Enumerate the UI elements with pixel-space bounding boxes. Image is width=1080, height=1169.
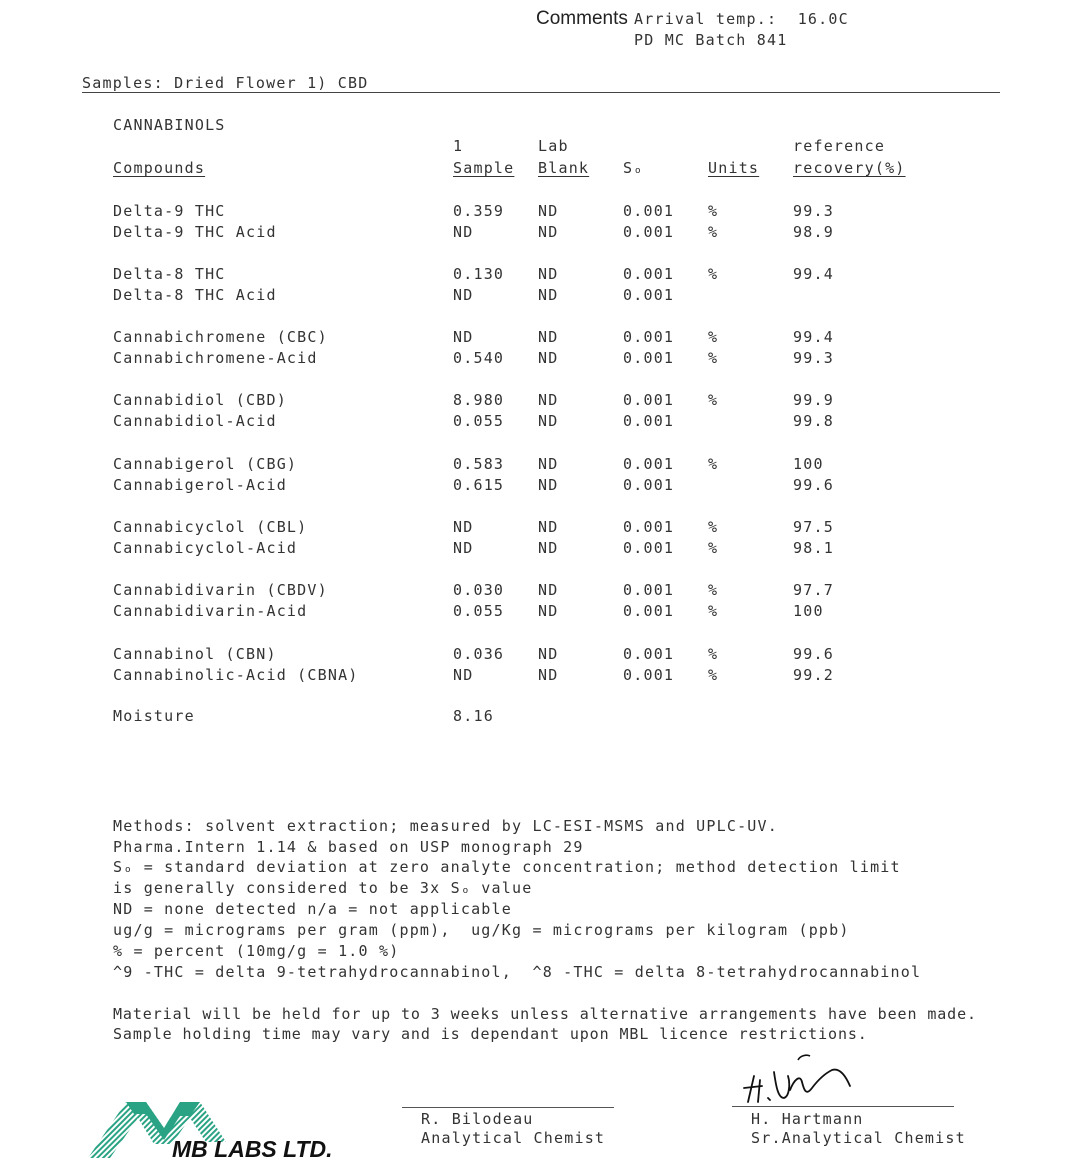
so-value: 0.001 (623, 539, 675, 557)
units-value: % (708, 518, 719, 536)
blank-value: ND (538, 476, 559, 494)
so-value: 0.001 (623, 391, 675, 409)
units-value: % (708, 602, 719, 620)
table-row (0, 539, 1080, 559)
col-blank-top: Lab (538, 137, 569, 155)
so-value: 0.001 (623, 645, 675, 663)
sample-value: 0.583 (453, 455, 505, 473)
note-line: Pharma.Intern 1.14 & based on USP monograph 29 (113, 838, 584, 856)
units-value: % (708, 328, 719, 346)
so-value: 0.001 (623, 286, 675, 304)
note-line: Sₒ = standard deviation at zero analyte concentration; method detection limit (113, 858, 901, 876)
section-title: CANNABINOLS (113, 116, 226, 134)
table-row (0, 455, 1080, 475)
sample-value: 0.030 (453, 581, 505, 599)
ref-value: 99.6 (793, 476, 834, 494)
sample-value: ND (453, 286, 474, 304)
blank-value: ND (538, 412, 559, 430)
sample-value: 0.615 (453, 476, 505, 494)
header-rule (82, 92, 1000, 93)
holding-line: Material will be held for up to 3 weeks unless alternative arrangements have been made. (113, 1005, 977, 1023)
compound-name: Delta-8 THC (113, 265, 226, 283)
compound-name: Cannabinol (CBN) (113, 645, 277, 663)
units-value: % (708, 581, 719, 599)
table-row (0, 666, 1080, 686)
units-value: % (708, 645, 719, 663)
units-value: % (708, 455, 719, 473)
table-row (0, 349, 1080, 369)
ref-value: 99.3 (793, 202, 834, 220)
table-row (0, 602, 1080, 622)
note-line: ug/g = micrograms per gram (ppm), ug/Kg = micrograms per kilogram (ppb) (113, 921, 850, 939)
ref-value: 99.3 (793, 349, 834, 367)
ref-value: 99.6 (793, 645, 834, 663)
so-value: 0.001 (623, 581, 675, 599)
units-value: % (708, 202, 719, 220)
blank-value: ND (538, 539, 559, 557)
batch-number: PD MC Batch 841 (634, 31, 788, 49)
table-row (0, 581, 1080, 601)
so-value: 0.001 (623, 476, 675, 494)
units-value: % (708, 223, 719, 241)
compound-name: Cannabinolic-Acid (CBNA) (113, 666, 359, 684)
so-value: 0.001 (623, 602, 675, 620)
so-value: 0.001 (623, 328, 675, 346)
units-value: % (708, 265, 719, 283)
blank-value: ND (538, 666, 559, 684)
signer-left-title: Analytical Chemist (421, 1129, 606, 1147)
compound-name: Cannabicyclol-Acid (113, 539, 298, 557)
compound-name: Cannabigerol (CBG) (113, 455, 298, 473)
ref-value: 100 (793, 455, 824, 473)
table-row (0, 391, 1080, 411)
so-value: 0.001 (623, 223, 675, 241)
so-value: 0.001 (623, 455, 675, 473)
table-row (0, 476, 1080, 496)
comments-label: Comments (536, 8, 628, 29)
compound-name: Cannabichromene-Acid (113, 349, 318, 367)
col-so: Sₒ (623, 159, 644, 177)
sample-value: 0.055 (453, 602, 505, 620)
logo-text: MB LABS LTD. (172, 1136, 333, 1162)
units-value: % (708, 349, 719, 367)
table-row (0, 412, 1080, 432)
blank-value: ND (538, 328, 559, 346)
holding-line: Sample holding time may vary and is dependant upon MBL licence restrictions. (113, 1025, 868, 1043)
note-line: ^9 -THC = delta 9-tetrahydrocannabinol, ^8 -THC = delta 8-tetrahydrocannabinol (113, 963, 922, 981)
table-row (0, 223, 1080, 243)
col-units: Units (708, 159, 760, 177)
col-ref-top: reference (793, 137, 886, 155)
col-blank: Blank (538, 159, 590, 177)
table-row (0, 645, 1080, 665)
sample-value: 0.036 (453, 645, 505, 663)
blank-value: ND (538, 202, 559, 220)
sample-value: 8.980 (453, 391, 505, 409)
note-line: is generally considered to be 3x Sₒ value (113, 879, 533, 897)
sample-value: 0.130 (453, 265, 505, 283)
blank-value: ND (538, 455, 559, 473)
sample-value: 8.16 (453, 707, 494, 725)
ref-value: 99.4 (793, 328, 834, 346)
handwritten-signature-icon (740, 1046, 860, 1106)
table-row (0, 265, 1080, 285)
units-value: % (708, 539, 719, 557)
blank-value: ND (538, 518, 559, 536)
note-line: % = percent (10mg/g = 1.0 %) (113, 942, 400, 960)
units-value: % (708, 391, 719, 409)
sample-value: ND (453, 666, 474, 684)
so-value: 0.001 (623, 349, 675, 367)
compound-name: Cannabichromene (CBC) (113, 328, 328, 346)
blank-value: ND (538, 391, 559, 409)
signature-line-right (732, 1106, 954, 1107)
compound-name: Delta-8 THC Acid (113, 286, 277, 304)
ref-value: 99.8 (793, 412, 834, 430)
table-row (0, 286, 1080, 306)
ref-value: 99.2 (793, 666, 834, 684)
compound-name: Cannabidivarin (CBDV) (113, 581, 328, 599)
compound-name: Cannabidivarin-Acid (113, 602, 308, 620)
sample-value: 0.055 (453, 412, 505, 430)
compound-name: Cannabicyclol (CBL) (113, 518, 308, 536)
ref-value: 98.9 (793, 223, 834, 241)
ref-value: 97.5 (793, 518, 834, 536)
blank-value: ND (538, 581, 559, 599)
blank-value: ND (538, 602, 559, 620)
sample-value: 0.540 (453, 349, 505, 367)
sample-value: ND (453, 328, 474, 346)
signer-right-title: Sr.Analytical Chemist (751, 1129, 966, 1147)
blank-value: ND (538, 349, 559, 367)
compound-name: Moisture (113, 707, 195, 725)
col-ref: recovery(%) (793, 159, 906, 177)
table-row (0, 202, 1080, 222)
sample-value: ND (453, 539, 474, 557)
table-row (0, 518, 1080, 538)
signer-left-name: R. Bilodeau (421, 1110, 534, 1128)
compound-name: Delta-9 THC Acid (113, 223, 277, 241)
so-value: 0.001 (623, 265, 675, 283)
sample-value: ND (453, 518, 474, 536)
note-line: ND = none detected n/a = not applicable (113, 900, 512, 918)
blank-value: ND (538, 265, 559, 283)
units-value: % (708, 666, 719, 684)
samples-line: Samples: Dried Flower 1) CBD (82, 74, 369, 92)
ref-value: 100 (793, 602, 824, 620)
so-value: 0.001 (623, 202, 675, 220)
sample-value: ND (453, 223, 474, 241)
sample-value: 0.359 (453, 202, 505, 220)
blank-value: ND (538, 645, 559, 663)
so-value: 0.001 (623, 518, 675, 536)
col-sample-top: 1 (453, 137, 464, 155)
col-sample: Sample (453, 159, 515, 177)
mb-labs-logo (88, 1098, 338, 1164)
compound-name: Delta-9 THC (113, 202, 226, 220)
blank-value: ND (538, 223, 559, 241)
compound-name: Cannabidiol (CBD) (113, 391, 287, 409)
so-value: 0.001 (623, 412, 675, 430)
table-row (0, 707, 1080, 727)
table-row (0, 328, 1080, 348)
ref-value: 99.9 (793, 391, 834, 409)
so-value: 0.001 (623, 666, 675, 684)
blank-value: ND (538, 286, 559, 304)
ref-value: 97.7 (793, 581, 834, 599)
note-line: Methods: solvent extraction; measured by LC-ESI-MSMS and UPLC-UV. (113, 817, 778, 835)
ref-value: 99.4 (793, 265, 834, 283)
signer-right-name: H. Hartmann (751, 1110, 864, 1128)
signature-line-left (402, 1107, 614, 1108)
col-compounds: Compounds (113, 159, 206, 177)
arrival-temp: Arrival temp.: 16.0C (634, 10, 849, 28)
compound-name: Cannabidiol-Acid (113, 412, 277, 430)
ref-value: 98.1 (793, 539, 834, 557)
compound-name: Cannabigerol-Acid (113, 476, 287, 494)
